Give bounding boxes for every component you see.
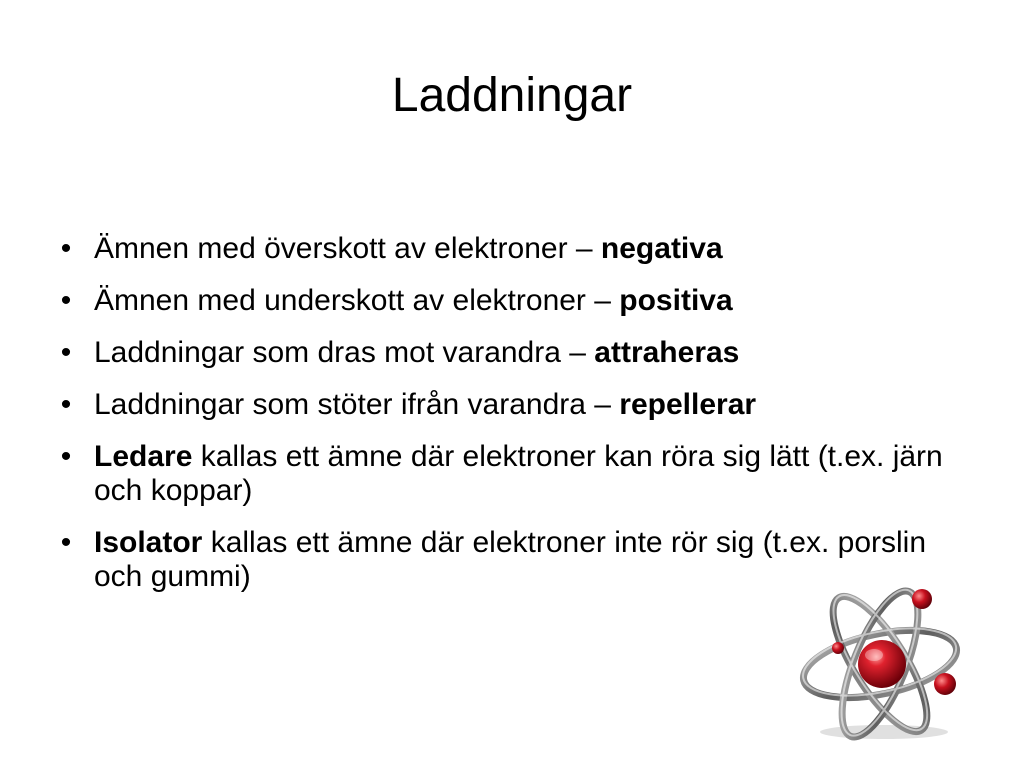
bullet-emphasis: Isolator bbox=[94, 526, 203, 559]
bullet-emphasis: Ledare bbox=[94, 440, 193, 473]
atom-icon bbox=[790, 584, 970, 744]
atom-electron bbox=[912, 589, 932, 609]
slide-title: Laddningar bbox=[391, 69, 633, 122]
bullet-item bbox=[52, 388, 972, 422]
bullet-dot: • bbox=[60, 388, 72, 421]
bullet-dot: • bbox=[60, 440, 72, 473]
bullet-text-tail: kallas ett ämne där elektroner inte rör sig (t.ex. porslin och gummi) bbox=[94, 526, 927, 593]
bullet-text-tail: kallas ett ämne där elektroner kan röra sig lätt (t.ex. järn och koppar) bbox=[94, 440, 943, 507]
bullet-emphasis: attraheras bbox=[594, 336, 740, 369]
bullet-list bbox=[52, 232, 972, 612]
bullet-dot: • bbox=[60, 336, 72, 369]
atom-electron bbox=[934, 673, 956, 695]
bullet-emphasis: positiva bbox=[619, 284, 733, 317]
atom-shadow bbox=[820, 725, 948, 739]
bullet-emphasis: repellerar bbox=[619, 388, 757, 421]
bullet-emphasis: negativa bbox=[600, 232, 723, 265]
bullet-dot: • bbox=[60, 284, 72, 317]
atom-electron bbox=[832, 642, 844, 654]
bullet-item bbox=[52, 284, 972, 318]
bullet-item bbox=[52, 440, 972, 508]
bullet-item bbox=[52, 232, 972, 266]
atom-nucleus bbox=[858, 640, 906, 688]
bullet-dot: • bbox=[60, 232, 72, 265]
bullet-item bbox=[52, 336, 972, 370]
bullet-text: Laddningar som stöter ifrån varandra – bbox=[94, 388, 620, 421]
bullet-text: Ämnen med underskott av elektroner – bbox=[94, 284, 620, 317]
bullet-text: Laddningar som dras mot varandra – bbox=[94, 336, 595, 369]
bullet-dot: • bbox=[60, 526, 72, 559]
bullet-text: Ämnen med överskott av elektroner – bbox=[94, 232, 601, 265]
